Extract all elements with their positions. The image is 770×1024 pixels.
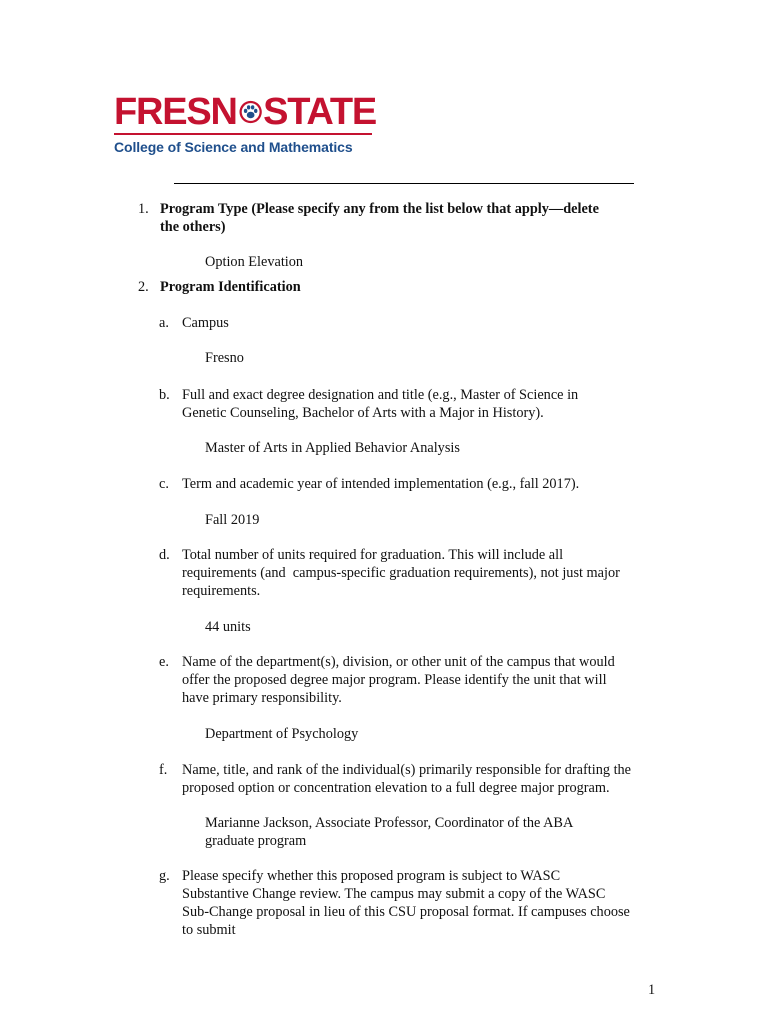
item-d-answer: 44 units [205, 619, 251, 635]
item-f-answer-line2: graduate program [205, 833, 307, 849]
college-name: College of Science and Mathematics [114, 139, 353, 155]
item-a-answer: Fresno [205, 350, 244, 366]
logo-word-right: STATE [263, 91, 376, 133]
item-d-marker: d. [159, 547, 170, 563]
item-e-marker: e. [159, 654, 169, 670]
item-e-text-line1: Name of the department(s), division, or other unit of the campus that would [182, 654, 615, 670]
item-f-answer-line1: Marianne Jackson, Associate Professor, Coordinator of the ABA [205, 815, 574, 831]
item-b-marker: b. [159, 387, 170, 403]
item-e-answer: Department of Psychology [205, 726, 359, 742]
bulldog-paw-icon [238, 95, 263, 129]
item-g-text-line2: Substantive Change review. The campus may submit a copy of the WASC [182, 886, 606, 902]
logo-word-left: FRESN [114, 91, 237, 133]
item-b-text-line2: Genetic Counseling, Bachelor of Arts with a Major in History). [182, 405, 544, 421]
item-e-text-line2: offer the proposed degree major program. Please identify the unit that will [182, 672, 607, 688]
item-d-text-line2: requirements (and campus-specific graduation requirements), not just major [182, 565, 620, 581]
fresno-state-logo [114, 92, 376, 156]
section-1-answer: Option Elevation [205, 254, 304, 270]
item-b-answer: Master of Arts in Applied Behavior Analysis [205, 440, 460, 456]
logo-divider [114, 133, 372, 135]
item-d-text-line1: Total number of units required for graduation. This will include all [182, 547, 564, 563]
section-2-title: Program Identification [160, 279, 301, 295]
item-g-marker: g. [159, 868, 170, 884]
section-1-number: 1. [138, 201, 149, 217]
item-b-text-line1: Full and exact degree designation and title (e.g., Master of Science in [182, 387, 579, 403]
item-g-text-line4: to submit [182, 922, 236, 938]
header-rule [174, 183, 634, 184]
item-f-text-line1: Name, title, and rank of the individual(s) primarily responsible for drafting the [182, 762, 632, 778]
item-g-text-line1: Please specify whether this proposed program is subject to WASC [182, 868, 561, 884]
item-c-text: Term and academic year of intended implementation (e.g., fall 2017). [182, 476, 580, 492]
item-d-text-line3: requirements. [182, 583, 261, 599]
logo-wordmark [114, 92, 376, 132]
item-f-marker: f. [159, 762, 168, 778]
item-g-text-line3: Sub-Change proposal in lieu of this CSU proposal format. If campuses choose [182, 904, 630, 920]
item-c-answer: Fall 2019 [205, 512, 260, 528]
section-1-title-line1: Program Type (Please specify any from the list below that apply—delete [160, 201, 599, 217]
section-1-title-line2: the others) [160, 219, 226, 235]
item-a-text: Campus [182, 315, 229, 331]
section-2-number: 2. [138, 279, 149, 295]
page-number: 1 [648, 982, 656, 998]
item-c-marker: c. [159, 476, 169, 492]
item-a-marker: a. [159, 315, 169, 331]
item-f-text-line2: proposed option or concentration elevation to a full degree major program. [182, 780, 610, 796]
item-e-text-line3: have primary responsibility. [182, 690, 342, 706]
